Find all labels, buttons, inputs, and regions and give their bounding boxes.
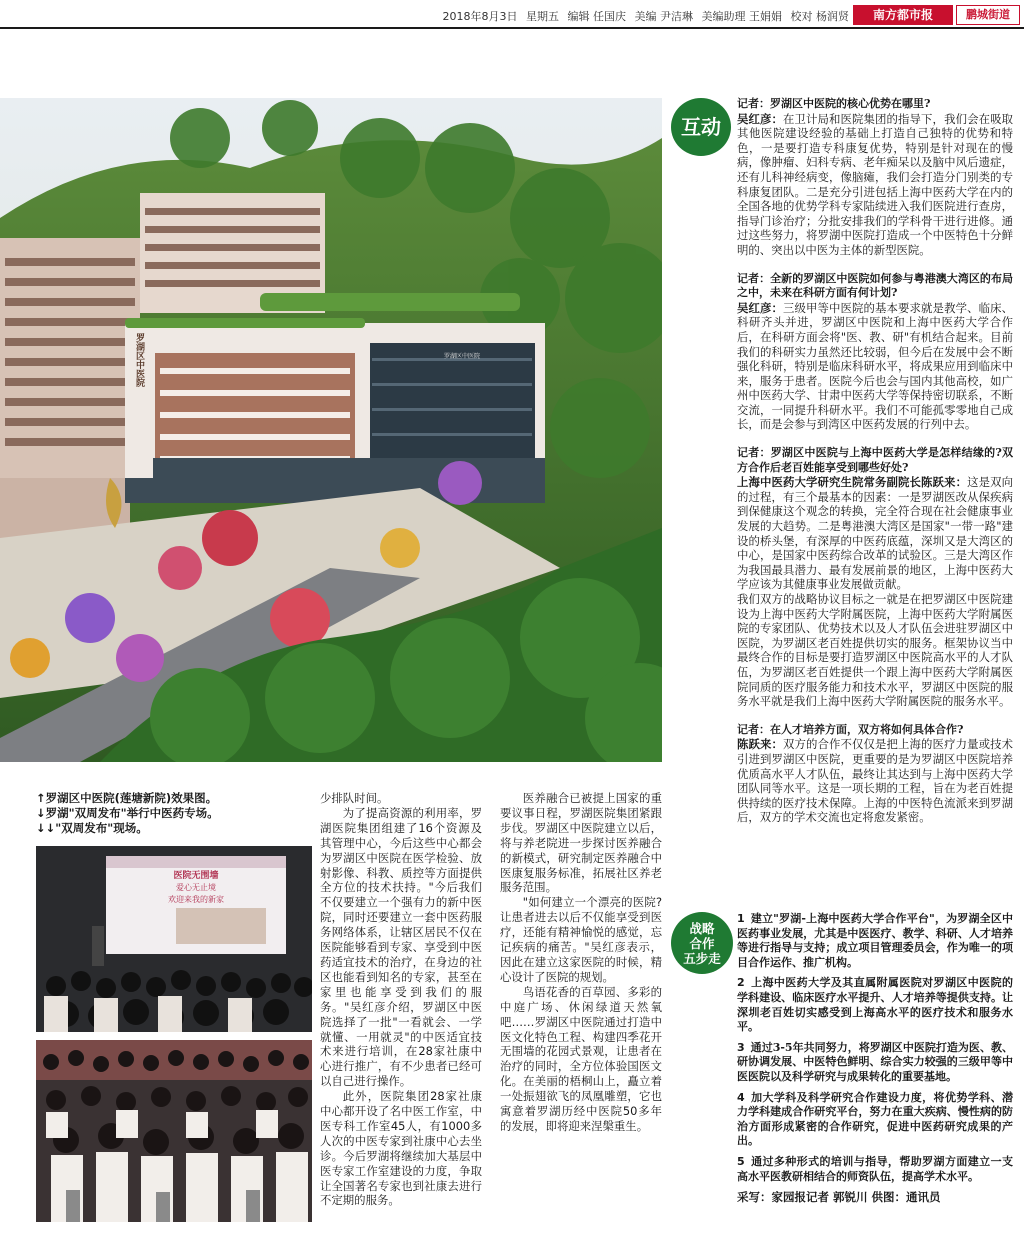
caption-event: ↓罗湖"双周发布"举行中医药专场。: [36, 806, 219, 820]
step-text: 上海中医药大学及其直属附属医院对罗湖区中医院的学科建设、临床医疗水平提升、人才培养等提供支持。让深圳老百姓切实感受到上海高水平的医疗技术和服务水平。: [737, 976, 1013, 1034]
strategy-steps: [737, 912, 1013, 1190]
reporter-label: 记者：: [737, 446, 771, 460]
reporter-label: 记者：: [737, 97, 770, 110]
building-sign-text: 罗湖区中医院: [134, 333, 144, 387]
step-text: 通过多种形式的培训与指导，帮助罗湖方面建立一支高水平医教研相结合的师资队伍，提高学术水平。: [737, 1154, 1013, 1183]
speaker-label: 吴红彦：: [737, 111, 784, 126]
event-audience-photo: [36, 1040, 312, 1222]
strategy-step: [737, 1155, 1013, 1184]
side-sign-text: 罗湖区中医院: [443, 353, 481, 360]
strategy-badge-line: 五步走: [683, 950, 721, 966]
strategy-badge-line: 合作: [689, 935, 715, 951]
speaker-label: 上海中医药大学研究生院常务副院长陈跃来：: [737, 475, 968, 490]
byline-credit: 采写：家园报记者 郭锐川 供图：通讯员: [737, 1190, 941, 1204]
step-number: 4: [737, 1090, 745, 1104]
step-text: 加大学科及科学研究合作建设力度，将优势学科、潜力学科建成合作研究平台，努力在重大疾病、慢性病的防治方面形成紧密的合作研究，促进中医药研究成果的产出。: [737, 1090, 1013, 1148]
interview-badge: 互动: [671, 98, 731, 156]
answer-text: 在卫计局和医院集团的指导下，我们会在吸取其他医院建设经验的基础上打造自己独特的优势和特色，一是要打造专科康复优势，特别是针对现在的慢病，像肿瘤、妇科专病、老年痴呆以及脑中风后遗症，还有儿科神经病变，像脑瘫，我们会打造分门别类的专科康复团队。二是充分引进包括上海中医药大学在内的全国各地的优势学科专家陆续进入我们医院进行查房，指导门诊治疗；分批安排我们的学科骨干进行进修。通过这些努力，将罗湖中医院打造成一个中医特色十分鲜明的、突出以中医为主体的新型医院。: [737, 111, 1013, 257]
step-text: 建立"罗湖-上海中医药大学合作平台"，为罗湖全区中医药事业发展，尤其是中医医疗、教学、科研、人才培养等进行指导与支持；成立项目管理委员会，作为唯一的项目合作运作、推广机构。: [737, 912, 1013, 969]
reporter-label: 记者：: [737, 271, 771, 285]
speaker-label: 陈跃来：: [737, 737, 784, 752]
paragraph: 为了提高资源的利用率，罗湖医院集团组建了16个资源及其管理中心，今后这些中心都会为罗湖区中医院在医学检验、放射影像、科教、质控等方面提供全方位的技术扶持。"今后我们不仅要建立一个强有力的新中医院，同时还要建立一套中医药服务网络体系，让辖区居民不仅在医院能够看到专家、享受到中医药适宜技术的治疗，在身边的社区也能看到知名的专家，甚至在家里也能享受到我们的服务。"吴红彦介绍，罗湖区中医院选择了一批"一看就会、一学就懂、一用就灵"的中医适宜技术来进行培训，在28家社康中心进行推广，有不少患者已经可以自己进行操作。: [320, 805, 482, 1089]
caption-rendering: ↑罗湖区中医院(莲塘新院)效果图。: [36, 791, 218, 805]
step-number: 5: [737, 1154, 745, 1168]
issue-date: 2018年8月3日: [442, 10, 518, 23]
strategy-badge: [671, 912, 733, 974]
screen-line3: 欢迎来我的新家: [168, 895, 224, 904]
step-number: 1: [737, 912, 745, 925]
paragraph: 医养融合已被提上国家的重要议事日程，罗湖医院集团紧跟步伐。罗湖区中医院建立以后，将与养老院进一步探讨医养融合的新模式，研究制定医养融合中医康复服务标准，拓展社区养老服务范围。: [500, 791, 662, 895]
caption-scene: ↓↓"双周发布"现场。: [36, 821, 148, 835]
step-number: 3: [737, 1040, 745, 1054]
question-text: 罗湖区中医院与上海中医药大学是怎样结缘的?双方合作后老百姓能享受到哪些好处?: [737, 446, 1014, 474]
paragraph: 鸟语花香的百草园、多彩的中庭广场、休闲绿道天然氧吧……罗湖区中医院通过打造中医文化特色工程、构建四季花开无围墙的花园式景观，让患者在治疗的同时，全方位体验国医文化。在美丽的梧桐山上，矗立着一处振翅欲飞的凤凰雕塑，它也寓意着罗湖历经中医院50多年的发展，即将迎来涅槃重生。: [500, 984, 662, 1133]
event-stage-photo: [36, 846, 312, 1032]
answer-text: 双方的合作不仅仅是把上海的医疗力量或技术引进到罗湖区中医院，更重要的是为罗湖区中医院培养优质高水平人才队伍，最终让其达到与上海中医药大学团队同等水平。这是一项长期的工程，旨在为老百姓提供持续的医疗技术保障。上海的中医特色流派来到罗湖后，双方的学术交流也定将愈发紧密。: [737, 737, 1013, 825]
answer-text: 我们双方的战略协议目标之一就是在把罗湖区中医院建设为上海中医药大学附属医院，上海中医药大学附属医院的专家团队、优势技术以及人才队伍会进驻罗湖区中医院，为罗湖区老百姓提供切实的服务。框架协议当中最终合作的目标是要打造罗湖区中医院高水平的人才队伍，为罗湖区老百姓提供一个跟上海中医药大学附属医院同质的医疗服务能力和技术水平，罗湖区中医院的服务水平就是我们上海中医药大学附属医院的服务水平。: [737, 592, 1013, 709]
reporter-label: 记者：: [737, 722, 770, 736]
interview-qa: [737, 97, 1013, 839]
question-text: 全新的罗湖区中医院如何参与粤港澳大湾区的布局之中，未来在科研方面有何计划?: [737, 271, 1013, 300]
question-text: 罗湖区中医院的核心优势在哪里?: [770, 97, 931, 110]
screen-line1: 医院无围墙: [173, 871, 219, 881]
editor-credit: 编辑 任国庆: [567, 10, 626, 23]
proof-credit: 校对 杨润贤: [790, 10, 849, 23]
answer-text: 这是双向的过程，有三个最基本的因素：一是罗湖医改从保疾病到保健康这个观念的转换，完全符合现在社会健康事业发展的大趋势。二是粤港澳大湾区是国家"一带一路"建设的桥头堡，有深厚的中医药底蕴，深圳又是大湾区的中心，是国家中医药综合改革的试验区。三是大湾区作为我国最具潜力、最有发展前景的地区，上海中医药大学应该为其健康事业发展做贡献。: [737, 475, 1013, 592]
issue-weekday: 星期五: [526, 10, 559, 23]
screen-line2: 爱心无止境: [176, 883, 216, 892]
strategy-step: [737, 912, 1013, 970]
hospital-rendering-image: [0, 98, 662, 762]
paragraph: "如何建立一个漂亮的医院?让患者进去以后不仅能享受到医疗，还能有精神愉悦的感觉，忘记疾病的痛苦。"吴红彦表示，因此在建立这家医院的时候，精心设计了医院的规划。: [500, 895, 662, 984]
question: [737, 272, 1013, 301]
question: [737, 723, 1013, 738]
paragraph: 少排队时间。: [320, 791, 389, 805]
strategy-step: [737, 976, 1013, 1034]
article-column-2: [500, 791, 662, 1134]
art-credit: 美编 尹洁琳: [634, 10, 693, 23]
header-rule: [0, 27, 1024, 29]
step-number: 2: [737, 976, 745, 990]
section-logo: 鹏城街道: [956, 5, 1020, 25]
art-assist-credit: 美编助理 王娟娟: [701, 10, 782, 23]
step-text: 通过3-5年共同努力，将罗湖区中医院打造为医、教、研协调发展、中医特色鲜明、综合实力较强的三级甲等中医医院以及科学研究与成果转化的重要基地。: [737, 1040, 1013, 1083]
strategy-step: [737, 1041, 1013, 1085]
header-meta: [438, 8, 850, 24]
strategy-step: [737, 1091, 1013, 1149]
speaker-label: 吴红彦：: [737, 300, 784, 315]
strategy-badge-line: 战略: [689, 920, 715, 936]
newspaper-logo: 南方都市报: [853, 5, 953, 25]
page-header: [0, 0, 1024, 28]
photo-captions: [36, 791, 326, 836]
question-text: 在人才培养方面，双方将如何具体合作?: [770, 722, 964, 736]
question: [737, 97, 1013, 112]
answer-text: 三级甲等中医院的基本要求就是教学、临床、科研齐头并进，罗湖区中医院和上海中医药大学合作后，在科研方面会将"医、教、研"有机结合起来。目前我们的科研实力虽然还比较弱，但今后在发展中会不断强化科研，特别是临床科研水平，将成果应用到临床中来，服务于患者。医院今后也会与国内其他高校，如广州中医药大学、甘肃中医药大学等保持密切联系，不断交流，一同提升科研水平。我们不可能孤零零地自己成长，而是会参与到湾区中医药发展的行列中去。: [737, 300, 1013, 432]
paragraph: 此外，医院集团28家社康中心都开设了名中医工作室，中医专科工作室45人，有1000多人次的中医专家到社康中心去坐诊。今后罗湖将继续加大基层中医专家工作室建设的力度，争取让全国著名专家也到社康去进行不定期的服务。: [320, 1089, 482, 1208]
question: [737, 446, 1013, 475]
article-column-1: [320, 791, 482, 1208]
